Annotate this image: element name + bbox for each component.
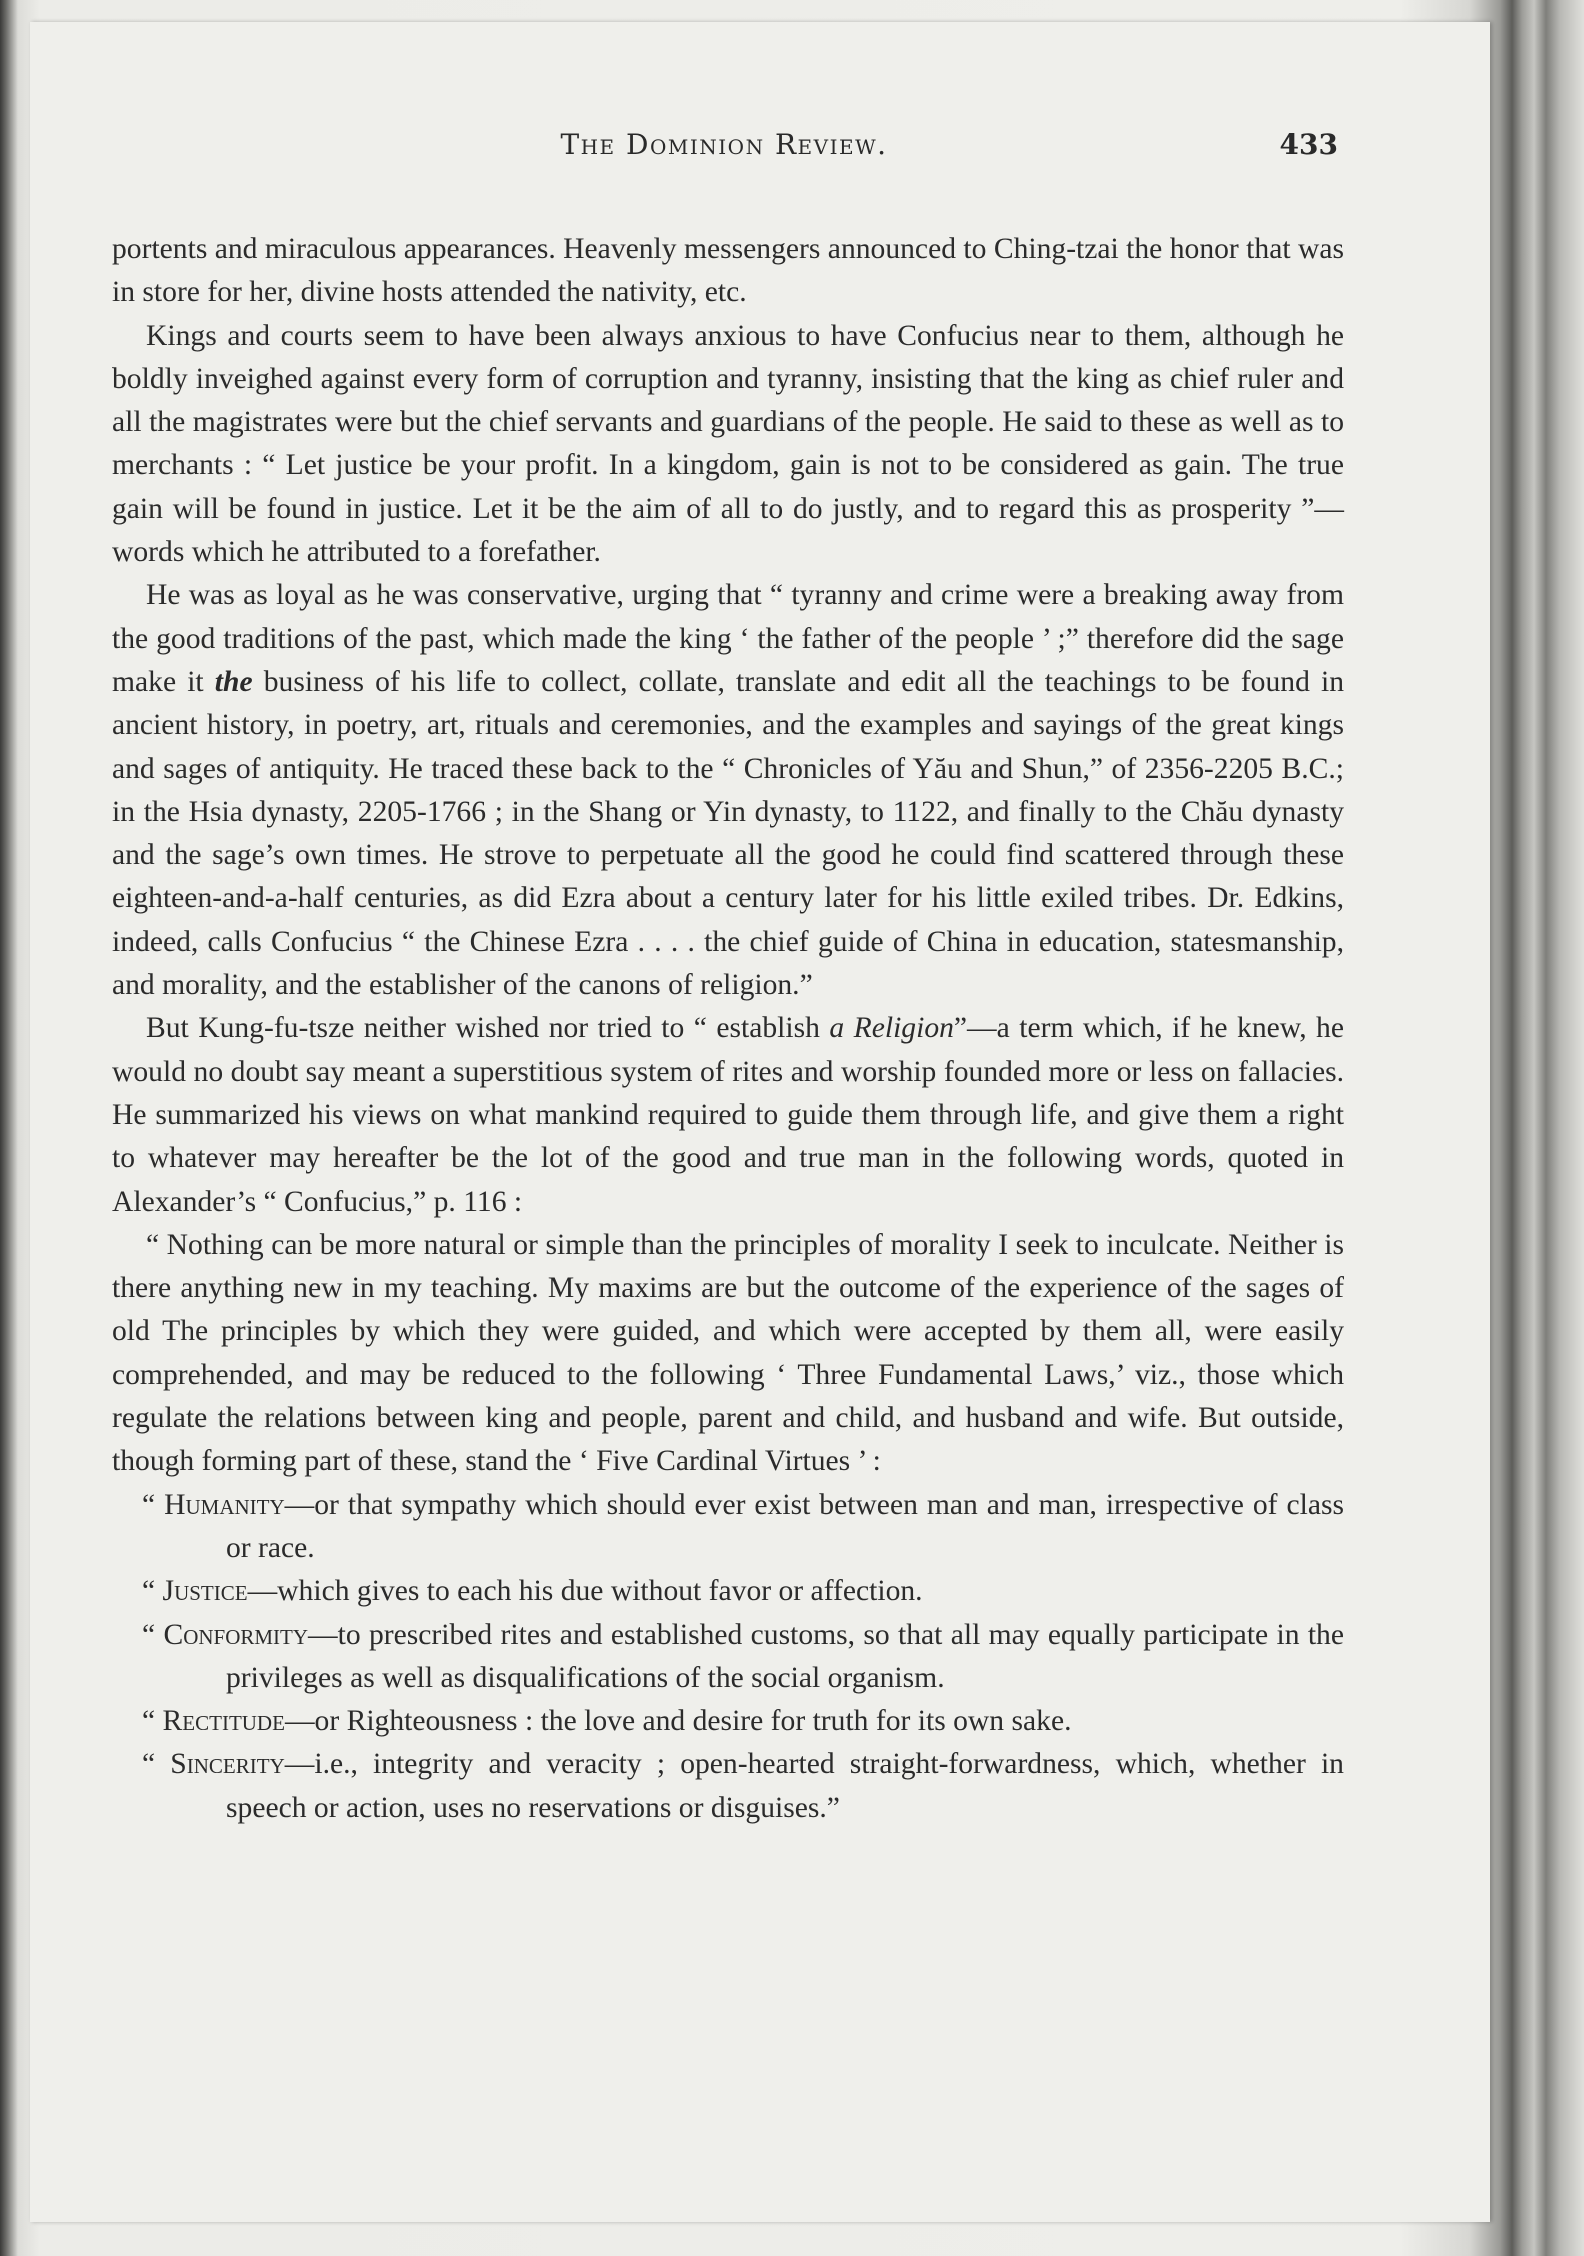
running-title: The Dominion Review. bbox=[560, 128, 888, 161]
virtue-rectitude bbox=[112, 1700, 1344, 1743]
paragraph-3-text-b: business of his life to collect, collate, translate and edit all the teachings to be found in ancient history, in poetry, art, rituals and ceremonies, and the examples and sayings of the great kings and sages of antiquity. He traced these back to the “ Chronicles of Yău and Shun,” of 2356-2205 B.C.; in the Hsia dynasty, 2205-1766 ; in the Shang or Yin dynasty, to 1122, and finally to the Chău dynasty and the sage’s own times. He strove to perpetuate all the good he could find scattered through these eighteen-and-a-half centuries, as did Ezra about a century later for his little exiled tribes. Dr. Edkins, indeed, calls Confucius “ the Chinese Ezra . . . . the chief guide of China in education, statesmanship, and morality, and the establisher of the canons of religion.” bbox=[112, 665, 1345, 1002]
article-body bbox=[112, 228, 1344, 1830]
virtue-text: —to prescribed rites and established customs, so that all may equally participate in the privileges as well as disqualifications of the social organism. bbox=[226, 1618, 1344, 1694]
paragraph-5-quote: “ Nothing can be more natural or simple than the principles of morality I seek to inculcate. Neither is there anything new in my teaching. My maxims are but the outcome of the experience of the sages of old The principles by which they were guided, and which were accepted by them all, were easily comprehended, and may be reduced to the following ‘ Three Fundamental Laws,’ viz., those which regulate the relations between king and people, parent and child, and husband and wife. But outside, though forming part of these, stand the ‘ Five Cardinal Virtues ’ : bbox=[112, 1228, 1344, 1478]
paragraph-3-text-a: He was as loyal as he was conservative, urging that “ tyranny and crime were a breaking away from the good traditions of the past, which made the king ‘ the father of the people ’ ;” therefore did the sage make it bbox=[112, 579, 1344, 698]
virtue-humanity bbox=[112, 1484, 1344, 1571]
cardinal-virtues-list bbox=[112, 1484, 1344, 1830]
paragraph-4-text-a: But Kung-fu-tsze neither wished nor tried to “ establish bbox=[146, 1012, 830, 1045]
virtue-open-quote: “ bbox=[142, 1488, 165, 1521]
virtue-text: —or Righteousness : the love and desire for truth for its own sake. bbox=[284, 1705, 1072, 1738]
paragraph-4-text-b: ”—a term which, if he knew, he would no doubt say meant a superstitious system of rites and worship founded more or less on fallacies. He summarized his views on what mankind required to guide them through life, and give them a right to whatever may hereafter be the lot of the good and true man in the following words, quoted in Alexander’s “ Confucius,” p. 116 : bbox=[112, 1012, 1344, 1218]
virtue-text: —or that sympathy which should ever exist between man and man, irrespective of class or race. bbox=[226, 1488, 1344, 1564]
virtue-open-quote: “ bbox=[142, 1618, 164, 1651]
emphasis-a-religion: a Religion bbox=[829, 1012, 954, 1045]
virtue-open-quote: “ bbox=[142, 1705, 163, 1738]
virtue-term: Conformity bbox=[163, 1618, 309, 1651]
page-number: 433 bbox=[1279, 128, 1338, 161]
virtue-term: Justice bbox=[162, 1575, 248, 1608]
virtue-text: —i.e., integrity and veracity ; open-hearted straight-forwardness, which, whether in speech or action, uses no reservations or disguises.” bbox=[226, 1748, 1344, 1824]
virtue-text: —which gives to each his due without favor or affection. bbox=[247, 1575, 923, 1608]
virtue-open-quote: “ bbox=[142, 1748, 171, 1781]
virtue-sincerity bbox=[112, 1743, 1344, 1830]
paragraph-3 bbox=[112, 574, 1344, 1007]
virtue-conformity bbox=[112, 1614, 1344, 1701]
virtue-term: Humanity bbox=[164, 1488, 285, 1521]
virtue-justice bbox=[112, 1570, 1344, 1613]
virtue-term: Rectitude bbox=[162, 1705, 285, 1738]
paragraph-4 bbox=[112, 1007, 1344, 1223]
emphasis-the: the bbox=[214, 665, 253, 698]
page-header bbox=[110, 128, 1338, 170]
paragraph-2: Kings and courts seem to have been always anxious to have Confucius near to them, although he boldly inveighed against every form of corruption and tyranny, insisting that the king as chief ruler and all the magistrates were but the chief servants and guardians of the people. He said to these as well as to merchants : “ Let justice be your profit. In a kingdom, gain is not to be considered as gain. The true gain will be found in justice. Let it be the aim of all to do justly, and to regard this as prosperity ”—words which he attributed to a forefather. bbox=[112, 319, 1344, 569]
virtue-open-quote: “ bbox=[142, 1575, 163, 1608]
virtue-term: Sincerity bbox=[170, 1748, 285, 1781]
paragraph-1: portents and miraculous appearances. Heavenly messengers announced to Ching-tzai the honor that was in store for her, divine hosts attended the nativity, etc. bbox=[112, 233, 1344, 309]
